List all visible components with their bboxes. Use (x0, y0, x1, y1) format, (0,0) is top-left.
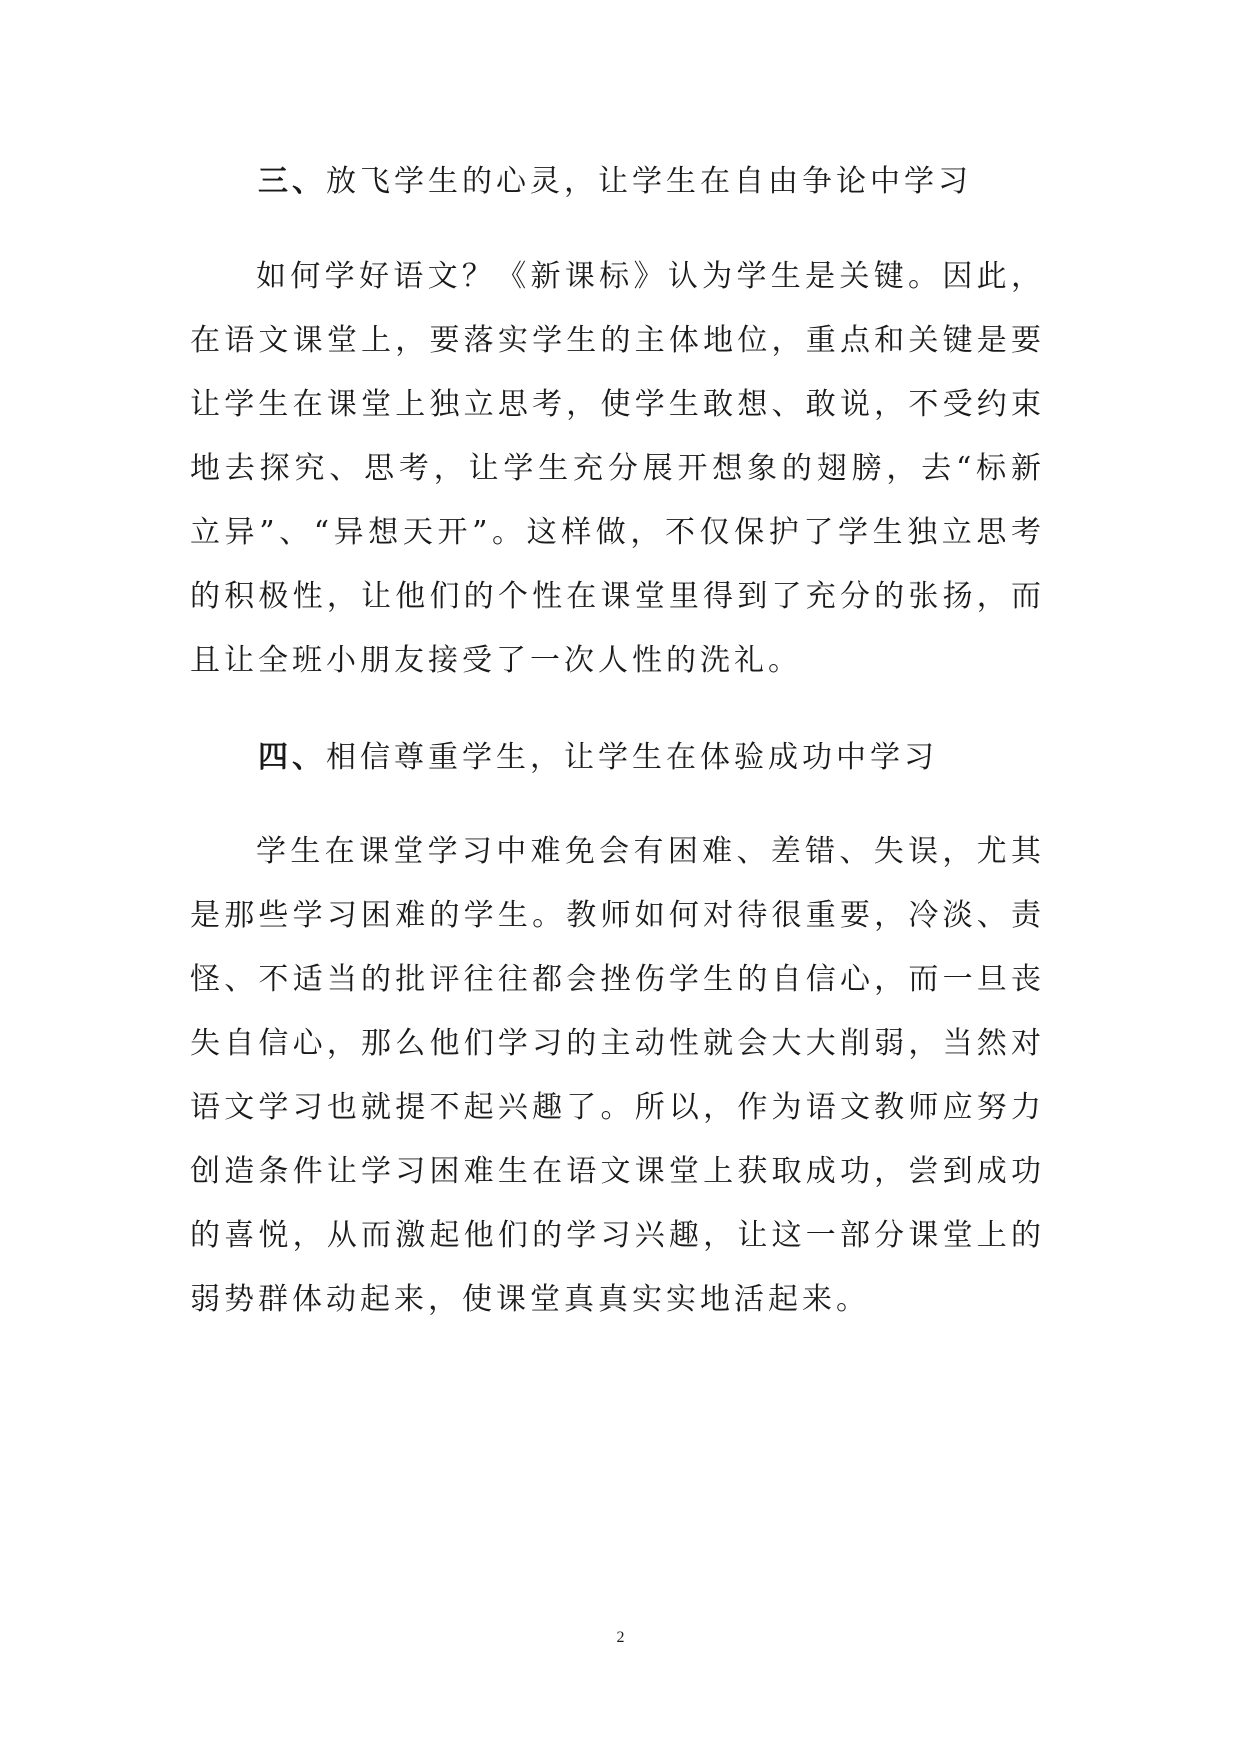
section-title: 放飞学生的心灵，让学生在自由争论中学习 (326, 164, 972, 199)
body-paragraph: 如何学好语文？《新课标》认为学生是关键。因此，在语文课堂上，要落实学生的主体地位，重点和关键是要让学生在课堂上独立思考，使学生敢想、敢说，不受约束地去探究、思考，让学生充分展开想象的翅膀，去“标新立异”、“异想天开”。这样做，不仅保护了学生独立思考的积极性，让他们的个性在课堂里得到了充分的张扬，而且让全班小朋友接受了一次人性的洗礼。 (190, 259, 1045, 678)
page-number: 2 (616, 1629, 625, 1646)
section-number: 四、 (258, 740, 326, 775)
section-heading-4 (0, 738, 1241, 778)
section-number: 三、 (258, 164, 326, 199)
section-heading-3 (0, 162, 1241, 202)
body-paragraph: 学生在课堂学习中难免会有困难、差错、失误，尤其是那些学习困难的学生。教师如何对待很重要，冷淡、责怪、不适当的批评往往都会挫伤学生的自信心，而一旦丧失自信心，那么他们学习的主动性就会大大削弱，当然对语文学习也就提不起兴趣了。所以，作为语文教师应努力创造条件让学习困难生在语文课堂上获取成功，尝到成功的喜悦，从而激起他们的学习兴趣，让这一部分课堂上的弱势群体动起来，使课堂真真实实地活起来。 (190, 834, 1045, 1317)
section-title: 相信尊重学生，让学生在体验成功中学习 (326, 740, 938, 775)
